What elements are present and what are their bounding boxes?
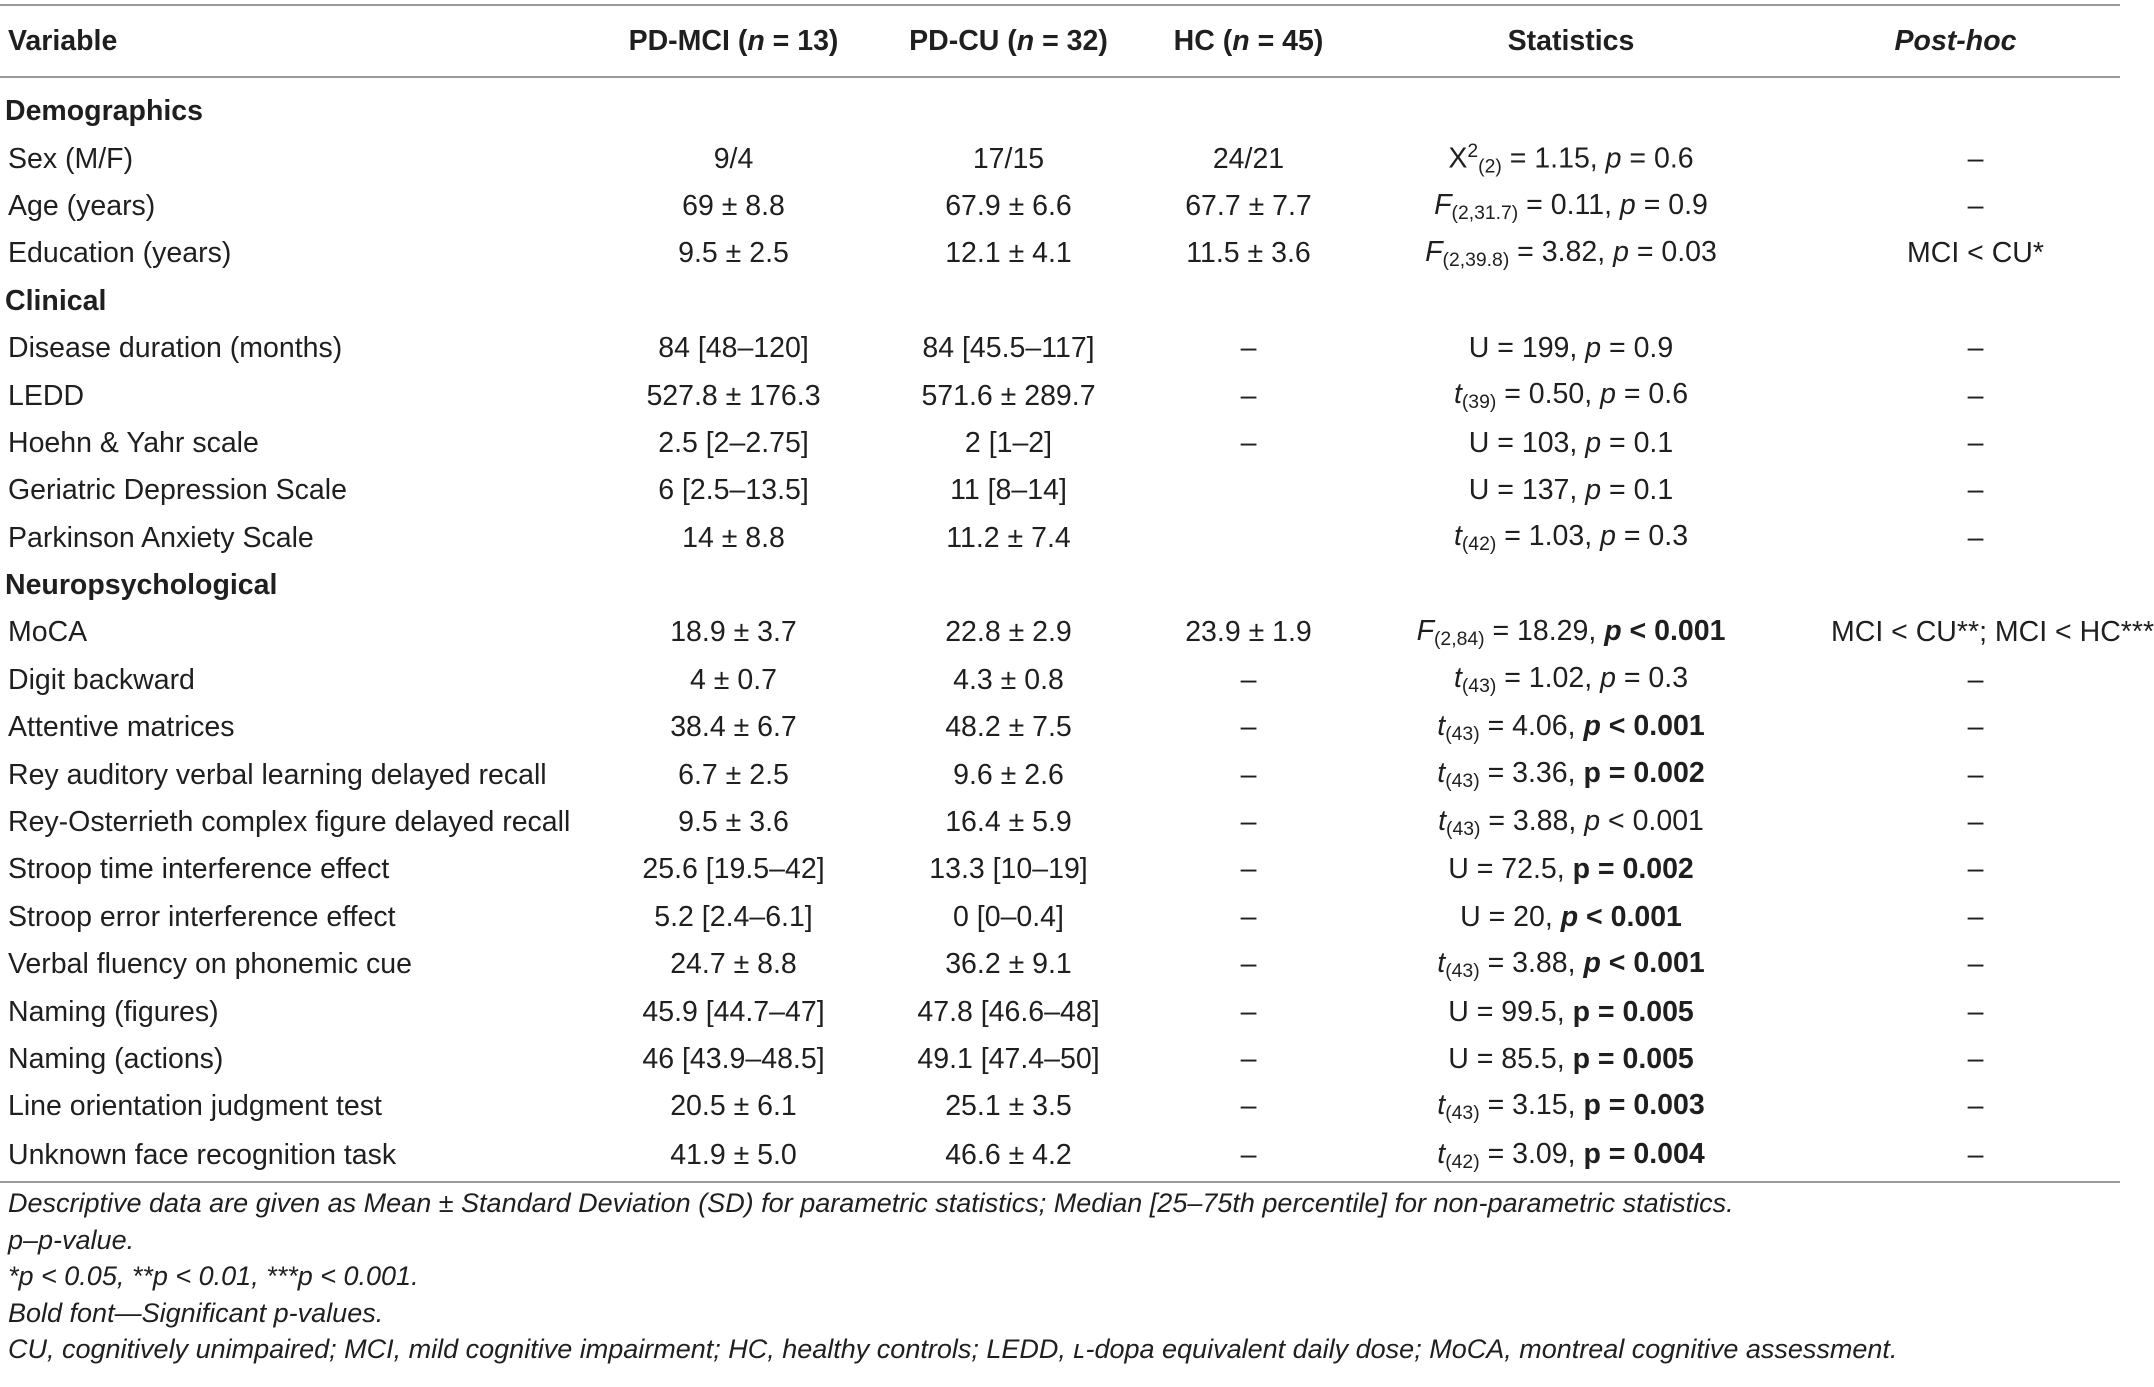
table-row — [0, 941, 2120, 988]
cell-posthoc: – — [1791, 1131, 2120, 1182]
cell-hc: 67.7 ± 7.7 — [1185, 189, 1312, 222]
row-label: Disease duration (months) — [8, 332, 343, 365]
cell-pd-cu: 36.2 ± 9.1 — [945, 948, 1072, 981]
header-statistics: Statistics — [1351, 5, 1791, 77]
cell-hc: – — [1240, 853, 1257, 886]
results-table — [0, 4, 2154, 1183]
cell-statistics: $t_{(43)} = 3.15$, p = 0.003 — [1437, 1088, 1705, 1124]
cell-pd-cu: 2 [1–2] — [964, 426, 1053, 459]
cell-posthoc: MCI < CU* — [1907, 237, 2044, 270]
cell-pd-mci: 41.9 ± 5.0 — [596, 1131, 871, 1182]
cell-statistics: U = 103, p = 0.1 — [1468, 426, 1674, 459]
table-row — [0, 988, 2120, 1035]
row-label: Stroop error interference effect — [8, 900, 396, 933]
cell-hc — [1146, 467, 1351, 514]
footnote-significance: *p < 0.05, **p < 0.01, ***p < 0.001. — [8, 1261, 419, 1291]
cell-pd-cu: 49.1 [47.4–50] — [917, 1043, 1100, 1075]
cell-pd-mci: 18.9 ± 3.7 — [670, 616, 797, 649]
cell-pd-cu: 46.6 ± 4.2 — [871, 1131, 1146, 1182]
header-hc: HC (n = 45) — [1146, 5, 1351, 77]
cell-pd-cu: 12.1 ± 4.1 — [945, 237, 1072, 270]
cell-hc: – — [1240, 426, 1257, 459]
cell-posthoc: – — [1967, 379, 1984, 412]
table-row — [0, 609, 2120, 656]
cell-hc: – — [1240, 1043, 1257, 1075]
cell-pd-cu: 84 [45.5–117] — [922, 332, 1095, 365]
row-label: Naming (actions) — [8, 1043, 224, 1075]
cell-hc: 24/21 — [1212, 142, 1285, 175]
section-heading: Clinical — [5, 284, 107, 317]
cell-pd-cu: 17/15 — [972, 142, 1045, 175]
header-pd-mci: PD-MCI (n = 13) — [596, 5, 871, 77]
row-label: Stroop time interference effect — [8, 853, 390, 886]
table-row — [0, 230, 2120, 277]
row-label: Education (years) — [8, 237, 232, 270]
cell-statistics: U = 199, p = 0.9 — [1468, 332, 1674, 365]
cell-statistics: $t_{(43)} = 1.02$, p = 0.3 — [1453, 662, 1689, 698]
header-row — [0, 5, 2120, 77]
cell-pd-mci: 4 ± 0.7 — [690, 663, 777, 696]
cell-posthoc: – — [1967, 853, 1984, 886]
cell-pd-mci: 45.9 [44.7–47] — [642, 995, 825, 1028]
cell-pd-cu: 0 [0–0.4] — [953, 900, 1064, 933]
cell-posthoc: – — [1967, 948, 1984, 981]
cell-pd-mci: 6.7 ± 2.5 — [678, 758, 789, 791]
cell-statistics: U = 99.5, p = 0.005 — [1448, 995, 1694, 1028]
cell-hc: – — [1240, 711, 1257, 744]
cell-posthoc: – — [1967, 474, 1984, 507]
cell-pd-cu: 9.6 ± 2.6 — [953, 758, 1064, 791]
table-footnotes — [8, 1185, 2108, 1368]
section-row-demographics — [0, 77, 2120, 135]
table-row — [0, 135, 2120, 182]
cell-posthoc: MCI < CU**; MCI < HC*** — [1831, 616, 2154, 649]
cell-pd-mci: 6 [2.5–13.5] — [658, 474, 809, 507]
cell-pd-mci: 527.8 ± 176.3 — [646, 379, 821, 412]
cell-pd-mci: 25.6 [19.5–42] — [642, 853, 825, 886]
row-label: Age (years) — [8, 189, 156, 222]
cell-pd-cu: 67.9 ± 6.6 — [945, 189, 1072, 222]
cell-statistics: $X^2_{(2)} = 1.15$, p = 0.6 — [1448, 139, 1694, 178]
table-row — [0, 657, 2120, 704]
table-row — [0, 1083, 2120, 1130]
cell-statistics: $F_{(2,84)} = 18.29$, p < 0.001 — [1416, 615, 1726, 650]
cell-hc: – — [1240, 806, 1257, 839]
cell-pd-cu: 4.3 ± 0.8 — [953, 663, 1064, 696]
cell-statistics: U = 85.5, p = 0.005 — [1448, 1043, 1694, 1075]
cell-pd-mci: 2.5 [2–2.75] — [658, 426, 809, 459]
row-label: Rey-Osterrieth complex figure delayed recall — [8, 806, 571, 839]
table-row — [0, 420, 2120, 467]
table-row — [0, 183, 2120, 230]
table-row — [0, 325, 2120, 372]
table-row — [0, 799, 2120, 846]
cell-pd-mci: 38.4 ± 6.7 — [670, 711, 797, 744]
cell-posthoc: – — [1967, 1090, 1984, 1123]
row-label: Unknown face recognition task — [0, 1131, 596, 1182]
table-row — [0, 751, 2120, 798]
cell-pd-cu: 13.3 [10–19] — [929, 853, 1088, 886]
row-label: Geriatric Depression Scale — [8, 474, 347, 507]
row-label: Hoehn & Yahr scale — [8, 426, 259, 459]
cell-hc — [1146, 515, 1351, 562]
cell-posthoc: – — [1967, 995, 1984, 1028]
cell-pd-cu: 48.2 ± 7.5 — [945, 711, 1072, 744]
row-label: LEDD — [8, 379, 85, 412]
cell-pd-cu: 11.2 ± 7.4 — [946, 521, 1071, 554]
row-label: MoCA — [8, 616, 88, 649]
row-label: Line orientation judgment test — [8, 1090, 382, 1123]
cell-pd-mci: 69 ± 8.8 — [682, 189, 785, 222]
cell-pd-cu: 22.8 ± 2.9 — [945, 616, 1072, 649]
cell-posthoc: – — [1967, 189, 1984, 222]
cell-statistics: $t_{(39)} = 0.50$, p = 0.6 — [1453, 378, 1689, 413]
cell-statistics: U = 137, p = 0.1 — [1468, 474, 1674, 507]
cell-hc: – — [1240, 379, 1257, 412]
cell-pd-cu: 16.4 ± 5.9 — [945, 806, 1072, 839]
cell-statistics: $t_{(43)} = 4.06$, p < 0.001 — [1437, 709, 1705, 745]
header-pd-cu: PD-CU (n = 32) — [871, 5, 1146, 77]
cell-pd-mci: 9/4 — [713, 142, 754, 175]
section-heading: Demographics — [5, 95, 203, 128]
footnote-bold: Bold font—Significant p-values. — [8, 1297, 384, 1328]
cell-posthoc: – — [1967, 711, 1984, 744]
cell-pd-mci: 14 ± 8.8 — [682, 521, 785, 554]
cell-posthoc: – — [1967, 806, 1984, 839]
cell-pd-mci: 24.7 ± 8.8 — [670, 948, 797, 981]
table-row — [0, 1131, 2120, 1182]
cell-hc: – — [1240, 758, 1257, 791]
table-row — [0, 704, 2120, 751]
cell-pd-cu: 25.1 ± 3.5 — [945, 1090, 1072, 1123]
header-posthoc: Post-hoc — [1791, 5, 2120, 77]
cell-hc: – — [1146, 1131, 1351, 1182]
cell-pd-mci: 5.2 [2.4–6.1] — [654, 900, 813, 933]
cell-posthoc: – — [1967, 332, 1984, 365]
cell-statistics: U = 20, p < 0.001 — [1460, 900, 1682, 933]
row-label: Rey auditory verbal learning delayed recall — [8, 758, 547, 791]
section-heading: Neuropsychological — [5, 569, 278, 602]
row-label: Verbal fluency on phonemic cue — [8, 948, 413, 981]
table-row — [0, 846, 2120, 893]
cell-pd-mci: 20.5 ± 6.1 — [670, 1090, 797, 1123]
cell-posthoc: – — [1967, 1043, 1984, 1075]
cell-posthoc: – — [1967, 758, 1984, 791]
cell-posthoc: – — [1967, 663, 1984, 696]
table-row — [0, 894, 2120, 941]
row-label: Parkinson Anxiety Scale — [8, 521, 314, 554]
cell-posthoc: – — [1967, 900, 1984, 933]
table-row — [0, 515, 2120, 562]
cell-statistics: U = 72.5, p = 0.002 — [1448, 853, 1694, 886]
header-variable: Variable — [0, 5, 596, 77]
footnote-abbreviations: CU, cognitively unimpaired; MCI, mild cognitive impairment; HC, healthy controls; LEDD, ʟ-dopa equivalent daily dose; MoCA, montreal cognitive assessment. — [8, 1334, 1898, 1364]
section-row-clinical — [0, 278, 2120, 325]
cell-statistics: $t_{(42)} = 1.03$, p = 0.3 — [1453, 520, 1689, 556]
cell-hc: – — [1240, 663, 1257, 696]
cell-pd-cu: 571.6 ± 289.7 — [921, 379, 1096, 412]
cell-statistics: $t_{(42)} = 3.09$, p = 0.004 — [1351, 1131, 1791, 1182]
cell-posthoc: – — [1967, 142, 1984, 175]
cell-pd-mci: 9.5 ± 3.6 — [678, 806, 789, 839]
cell-statistics: $t_{(43)} = 3.36$, p = 0.002 — [1437, 757, 1705, 793]
cell-statistics: $t_{(43)} = 3.88$, p < 0.001 — [1438, 804, 1704, 840]
cell-statistics: $F_{(2,39.8)} = 3.82$, p = 0.03 — [1425, 235, 1717, 271]
row-label: Digit backward — [8, 663, 195, 696]
cell-pd-cu: 11 [8–14] — [950, 474, 1067, 507]
cell-hc: – — [1240, 332, 1257, 365]
cell-pd-cu: 47.8 [46.6–48] — [917, 995, 1100, 1028]
cell-posthoc: – — [1967, 426, 1984, 459]
section-row-neuropsychological — [0, 562, 2120, 609]
cell-hc: 23.9 ± 1.9 — [1185, 616, 1312, 649]
cell-hc: – — [1240, 948, 1257, 981]
cell-hc: 11.5 ± 3.6 — [1186, 237, 1311, 270]
table-row — [0, 1036, 2120, 1083]
cell-pd-mci: 84 [48–120] — [658, 332, 809, 365]
cell-hc: – — [1240, 900, 1257, 933]
cell-hc: – — [1240, 1090, 1257, 1123]
cell-statistics: $F_{(2,31.7)} = 0.11$, p = 0.9 — [1434, 188, 1708, 224]
table-row — [0, 467, 2120, 514]
cell-pd-mci: 46 [43.9–48.5] — [642, 1043, 825, 1075]
footnote-descriptive: Descriptive data are given as Mean ± Standard Deviation (SD) for parametric statistics; Median [25–75th percentile] for non-parametric statistics. — [8, 1188, 1734, 1218]
cell-pd-mci: 9.5 ± 2.5 — [678, 237, 789, 270]
footnote-p-value: p–p-value. — [8, 1224, 135, 1255]
cell-hc: – — [1240, 995, 1257, 1028]
row-label: Attentive matrices — [8, 711, 235, 744]
row-label: Sex (M/F) — [8, 142, 134, 175]
table-row — [0, 372, 2120, 419]
cell-statistics: $t_{(43)} = 3.88$, p < 0.001 — [1437, 946, 1705, 982]
cell-posthoc: – — [1967, 521, 1984, 554]
row-label: Naming (figures) — [8, 995, 219, 1028]
